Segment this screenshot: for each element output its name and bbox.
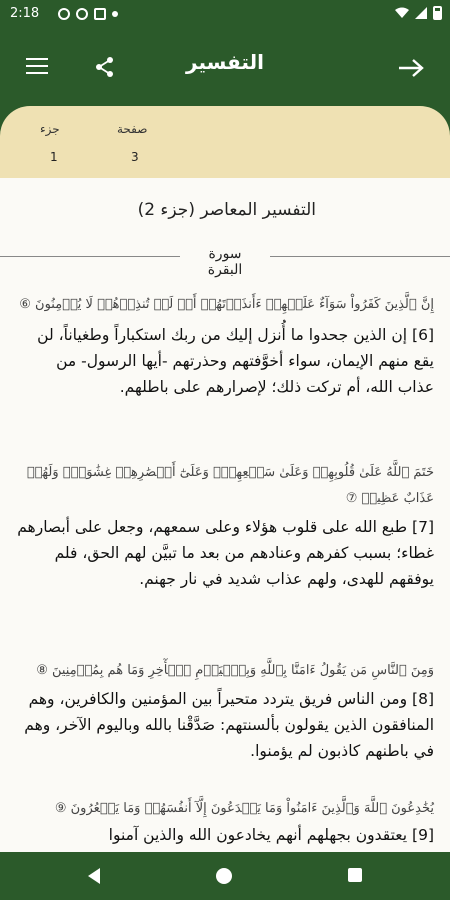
nav-back-icon[interactable] xyxy=(88,868,100,884)
wifi-icon xyxy=(395,7,409,19)
juz-label: جزء xyxy=(40,122,60,136)
juz-value: 1 xyxy=(50,150,58,164)
play-icon xyxy=(76,8,88,20)
tafsir-text: [9] يعتقدون بجهلهم أنهم يخادعون الله والذين آمنوا xyxy=(108,826,434,844)
nav-home-icon[interactable] xyxy=(216,868,232,884)
info-panel xyxy=(0,106,450,178)
verse-text: خَتَمَ ٱللَّهُ عَلَىٰ قُلُوبِهِمۡ وَعَلَىٰ سَمۡعِهِمۡۖ وَعَلَىٰٓ أَبۡصَٰرِهِمۡ غِشَٰوَةٞۖ وَلَهُمۡ عَذَابٌ عَظِيمٞ ⑦ xyxy=(26,465,434,506)
tafsir-name: التفسير المعاصر (جزء 2) xyxy=(137,200,316,220)
page-label: صفحة xyxy=(117,122,148,136)
page-title: التفسير xyxy=(186,50,264,74)
info-bar xyxy=(0,106,450,178)
tafsir-content[interactable] xyxy=(0,178,450,852)
system-icons xyxy=(395,6,442,20)
arrow-forward-icon[interactable] xyxy=(398,58,424,78)
verse-text: وَمِنَ ٱلنَّاسِ مَن يَقُولُ ءَامَنَّا بِٱللَّهِ وَبِٱلۡيَوۡمِ ٱلۡأٓخِرِ وَمَا هُم بِمُؤۡمِنِينَ ⑧ xyxy=(36,663,434,678)
status-bar xyxy=(0,0,450,28)
tafsir-text: [6] إن الذين جحدوا ما أُنزل إليك من ربك استكباراً وطغياناً، لن يقع منهم الإيمان، سواء أخوَّفتهم وحذرتهم -أيها الرسول- من عذاب الله، أم تركت ذلك؛ لإصرارهم على باطلهم. xyxy=(37,326,434,396)
tafsir-text: [8] ومن الناس فريق يتردد متحيراً بين المؤمنين والكافرين، وهم المنافقون الذين يقولون بألسنتهم: صَدَّقْنا بالله وباليوم الآخر، وهم في باطنهم كاذبون لم يؤمنوا. xyxy=(24,690,434,760)
divider-left xyxy=(0,256,180,257)
tafsir-text: [7] طبع الله على قلوب هؤلاء وعلى سمعهم، وجعل على أبصارهم غطاء؛ بسبب كفرهم وعنادهم من بعد ما تبيَّن لهم الحق، فلم يوفقهم للهدى، ولهم عذاب شديد في نار جهنم. xyxy=(17,518,434,588)
gallery-icon xyxy=(94,8,106,20)
battery-icon xyxy=(433,6,442,20)
surah-name: سورة البقرة xyxy=(207,246,243,278)
nav-recents-icon[interactable] xyxy=(348,868,362,882)
dot-icon xyxy=(112,11,118,17)
verse-text: إِنَّ ٱلَّذِينَ كَفَرُواْ سَوَآءٌ عَلَيۡهِمۡ ءَأَنذَرۡتَهُمۡ أَمۡ لَمۡ تُنذِرۡهُمۡ لَا يُؤۡمِنُونَ ⑥ xyxy=(19,297,434,312)
notification-icons xyxy=(58,8,118,20)
divider-right xyxy=(270,256,450,257)
system-nav-bar xyxy=(0,852,450,900)
app-bar xyxy=(0,28,450,106)
signal-icon xyxy=(415,7,427,19)
page-value: 3 xyxy=(131,150,139,164)
notification-icon xyxy=(58,8,70,20)
verse-text: يُخَٰدِعُونَ ٱللَّهَ وَٱلَّذِينَ ءَامَنُواْ وَمَا يَخۡدَعُونَ إِلَّآ أَنفُسَهُمۡ وَمَا يَشۡعُرُونَ ⑨ xyxy=(54,801,434,816)
status-time: 2:18 xyxy=(10,6,40,21)
